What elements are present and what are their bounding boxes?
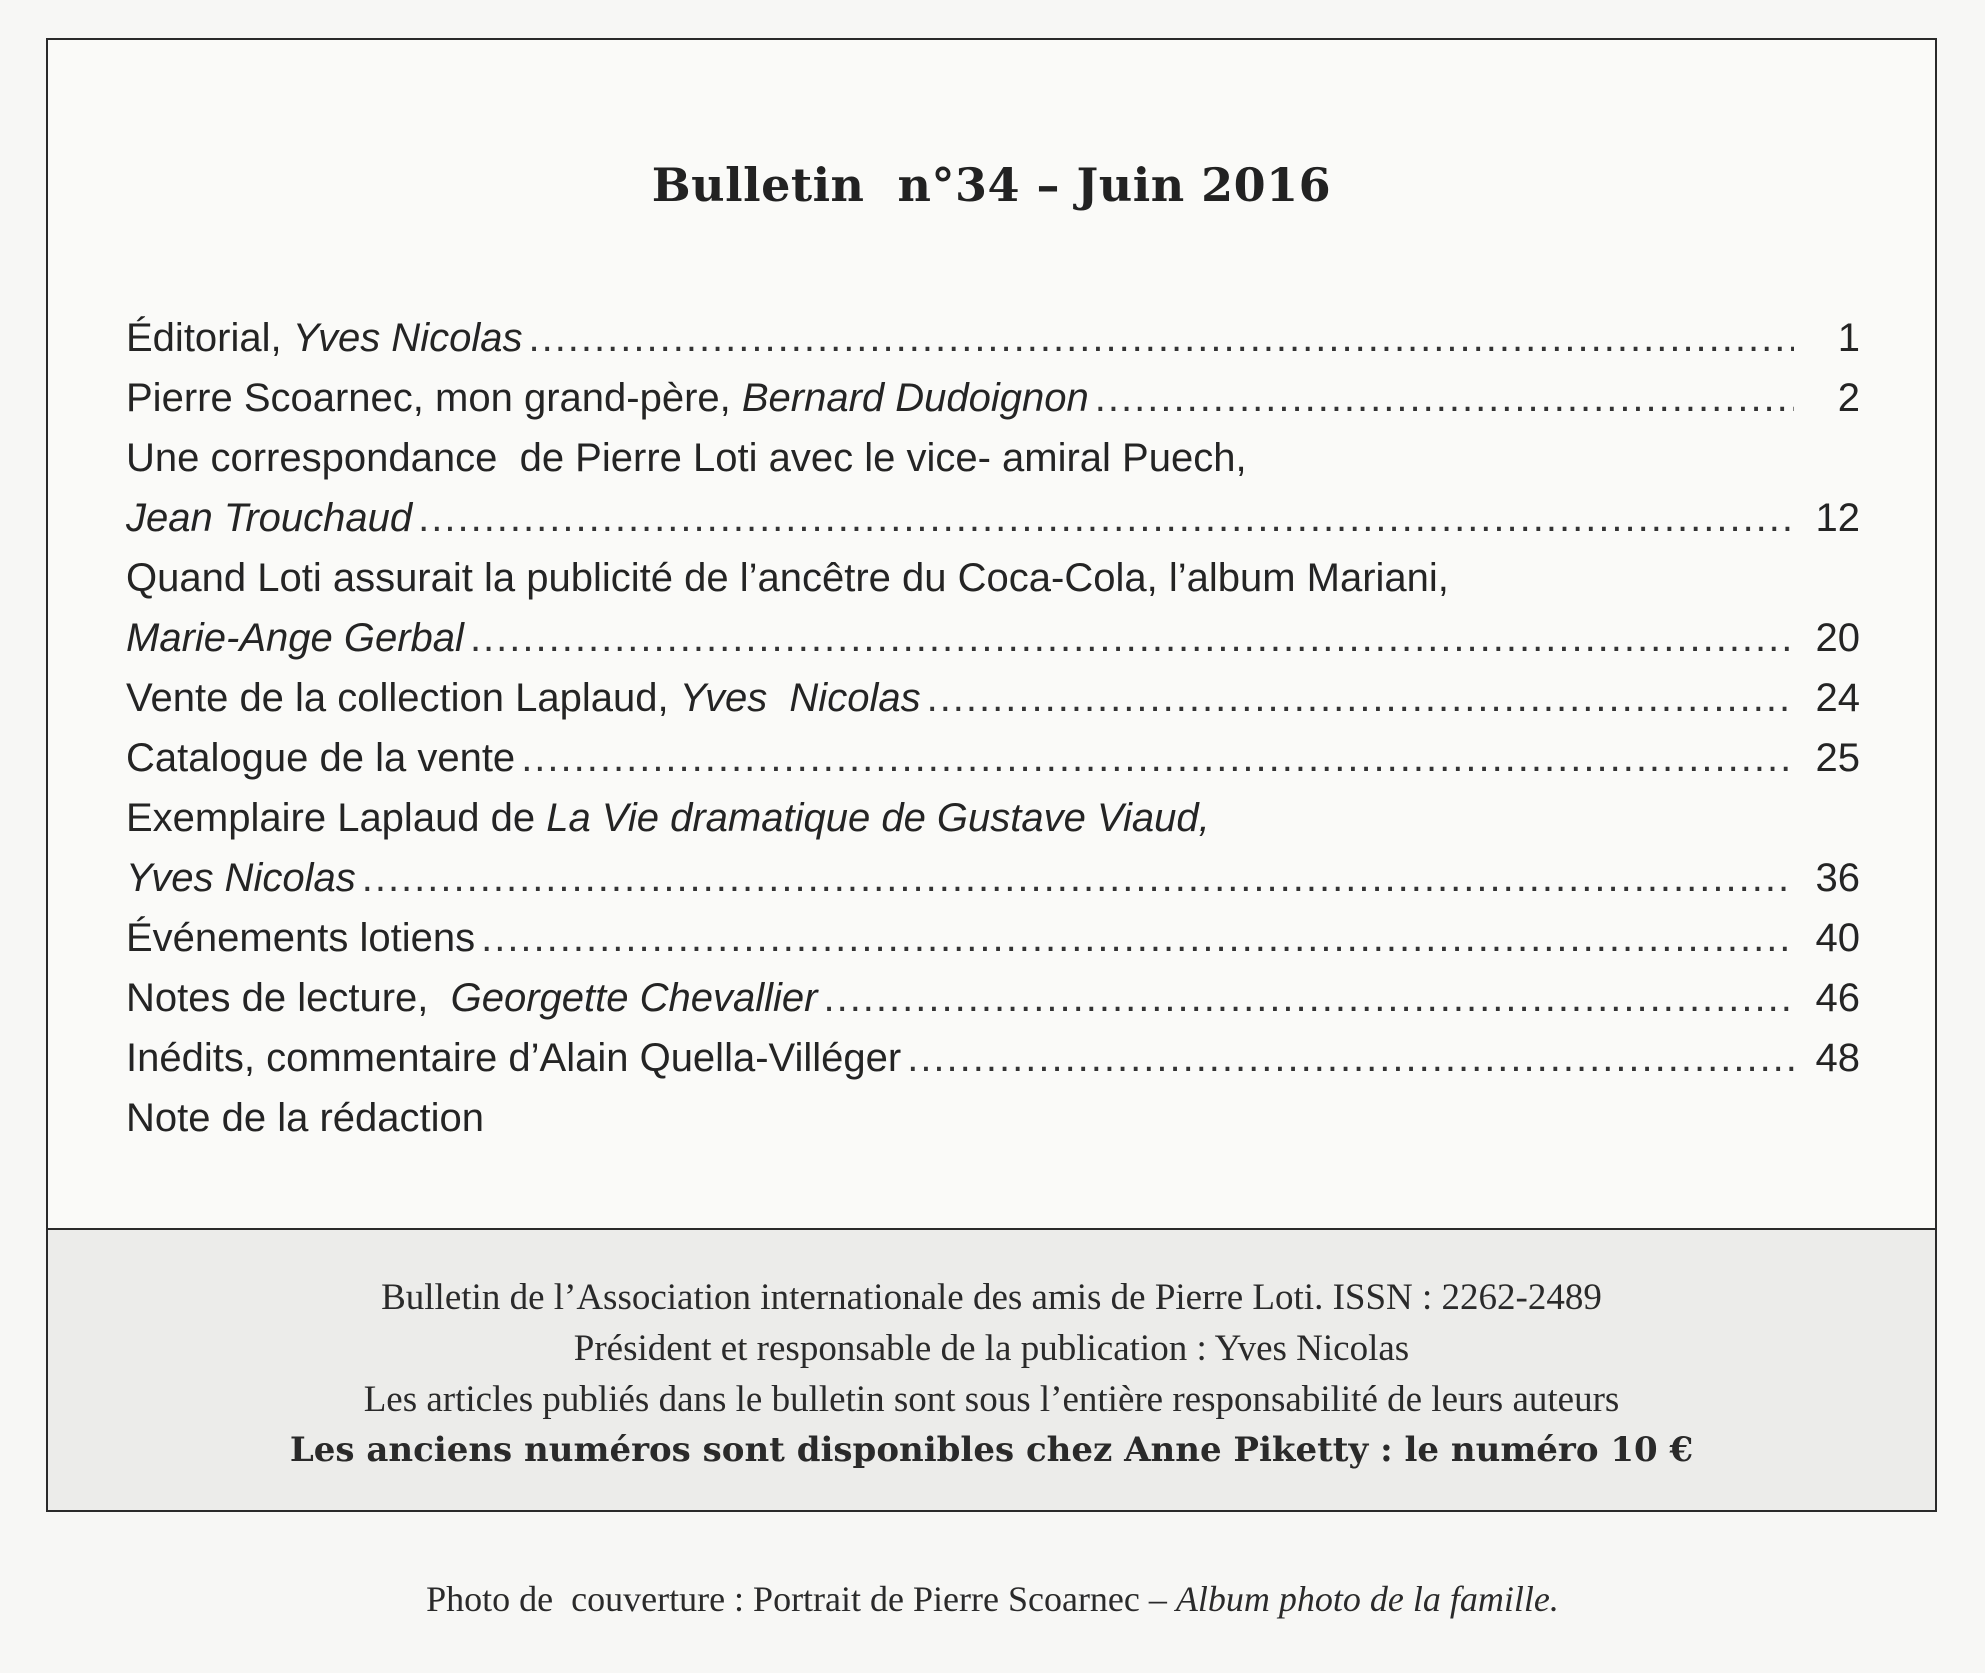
toc-entry-author: Georgette Chevallier: [450, 976, 818, 1020]
toc-entry-page: 25: [1815, 736, 1860, 780]
toc-entry-author: Yves Nicolas: [126, 856, 356, 900]
dot-leader: [1095, 368, 1794, 428]
footer-responsibility-line: Les articles publiés dans le bulletin sont sous l’entière responsabilité de leurs auteurs: [363, 1379, 1620, 1420]
toc-entry: [126, 1028, 1860, 1088]
toc-entry: [126, 968, 1860, 1028]
toc-entry-label: [126, 848, 356, 908]
toc-entry: [126, 788, 1860, 848]
toc-entry-title: Note de la rédaction: [126, 1096, 485, 1140]
caption-italic: Album photo de la famille.: [1175, 1579, 1559, 1619]
toc-entry-page: 1: [1837, 316, 1860, 360]
footer-back-issues-line: Les anciens numéros sont disponibles chez Anne Piketty : le numéro 10 €: [289, 1430, 1694, 1470]
toc-entry-author: Bernard Dudoignon: [741, 376, 1089, 420]
dot-leader: [418, 488, 1794, 548]
dot-leader: [362, 848, 1794, 908]
toc-entry-title: Éditorial,: [126, 316, 293, 360]
toc-entry-title: Notes de lecture,: [126, 976, 451, 1020]
toc-entry-label: [126, 968, 817, 1028]
toc-entry-page: 2: [1837, 376, 1860, 420]
toc-entry-page: 48: [1815, 1036, 1860, 1080]
dot-leader: [481, 908, 1794, 968]
table-of-contents: [126, 308, 1860, 1148]
toc-entry-label: [126, 1028, 901, 1088]
toc-entry: [126, 428, 1860, 488]
footer-president-line: Président et responsable de la publication : Yves Nicolas: [573, 1328, 1410, 1369]
toc-entry-label: [126, 668, 921, 728]
toc-entry-label: [126, 1088, 484, 1148]
bulletin-title: Bulletin n°34 – Juin 2016: [651, 158, 1332, 212]
toc-entry: [126, 728, 1860, 788]
toc-entry: [126, 548, 1860, 608]
toc-entry-title: Vente de la collection Laplaud,: [126, 676, 680, 720]
dot-leader: [907, 1028, 1794, 1088]
toc-entry: [126, 608, 1860, 668]
toc-entry-author: Jean Trouchaud: [126, 496, 413, 540]
footer-association-line: Bulletin de l’Association internationale des amis de Pierre Loti. ISSN : 2262-2489: [381, 1277, 1602, 1318]
toc-entry-page: 12: [1815, 496, 1860, 540]
toc-entry-title: Pierre Scoarnec, mon grand-père,: [126, 376, 742, 420]
toc-entry: [126, 368, 1860, 428]
contents-frame: [46, 38, 1937, 1512]
dot-leader: [823, 968, 1794, 1028]
toc-entry-page: 36: [1815, 856, 1860, 900]
toc-entry-label: [126, 788, 1210, 848]
toc-entry-author: Yves Nicolas: [679, 676, 921, 720]
toc-entry: [126, 908, 1860, 968]
toc-entry-title: Exemplaire Laplaud de: [126, 796, 547, 840]
toc-entry-label: [126, 308, 522, 368]
toc-entry-title: Une correspondance de Pierre Loti avec le vice- amiral Puech,: [126, 436, 1247, 480]
publication-info: [48, 1228, 1935, 1510]
toc-entry: [126, 848, 1860, 908]
toc-entry-label: [126, 548, 1449, 608]
toc-entry: [126, 308, 1860, 368]
toc-entry-title: Catalogue de la vente: [126, 736, 516, 780]
toc-entry-author: Marie-Ange Gerbal: [126, 616, 464, 660]
toc-entry-title: Quand Loti assurait la publicité de l’ancêtre du Coca-Cola, l’album Mariani,: [126, 556, 1449, 600]
toc-entry-author: Yves Nicolas: [292, 316, 523, 360]
toc-entry: [126, 668, 1860, 728]
cover-photo-caption: [0, 1578, 1985, 1620]
dot-leader: [521, 728, 1794, 788]
toc-entry-page: 40: [1815, 916, 1860, 960]
toc-entry: [126, 488, 1860, 548]
toc-entry-title: Inédits, commentaire d’Alain Quella-Villéger: [126, 1036, 902, 1080]
toc-entry-label: [126, 608, 464, 668]
toc-entry-page: 46: [1815, 976, 1860, 1020]
toc-entry-author: La Vie dramatique de Gustave Viaud,: [546, 796, 1210, 840]
toc-entry-label: [126, 368, 1089, 428]
toc-entry-page: 20: [1815, 616, 1860, 660]
caption-text: Photo de couverture : Portrait de Pierre Scoarnec –: [426, 1579, 1176, 1619]
dot-leader: [470, 608, 1794, 668]
dot-leader: [927, 668, 1794, 728]
toc-entry-label: [126, 728, 515, 788]
toc-entry-label: [126, 908, 475, 968]
toc-entry-title: Événements lotiens: [126, 916, 476, 960]
toc-entry-page: 24: [1815, 676, 1860, 720]
toc-entry: [126, 1088, 1860, 1148]
dot-leader: [528, 308, 1794, 368]
toc-entry-label: [126, 488, 412, 548]
toc-entry-label: [126, 428, 1247, 488]
